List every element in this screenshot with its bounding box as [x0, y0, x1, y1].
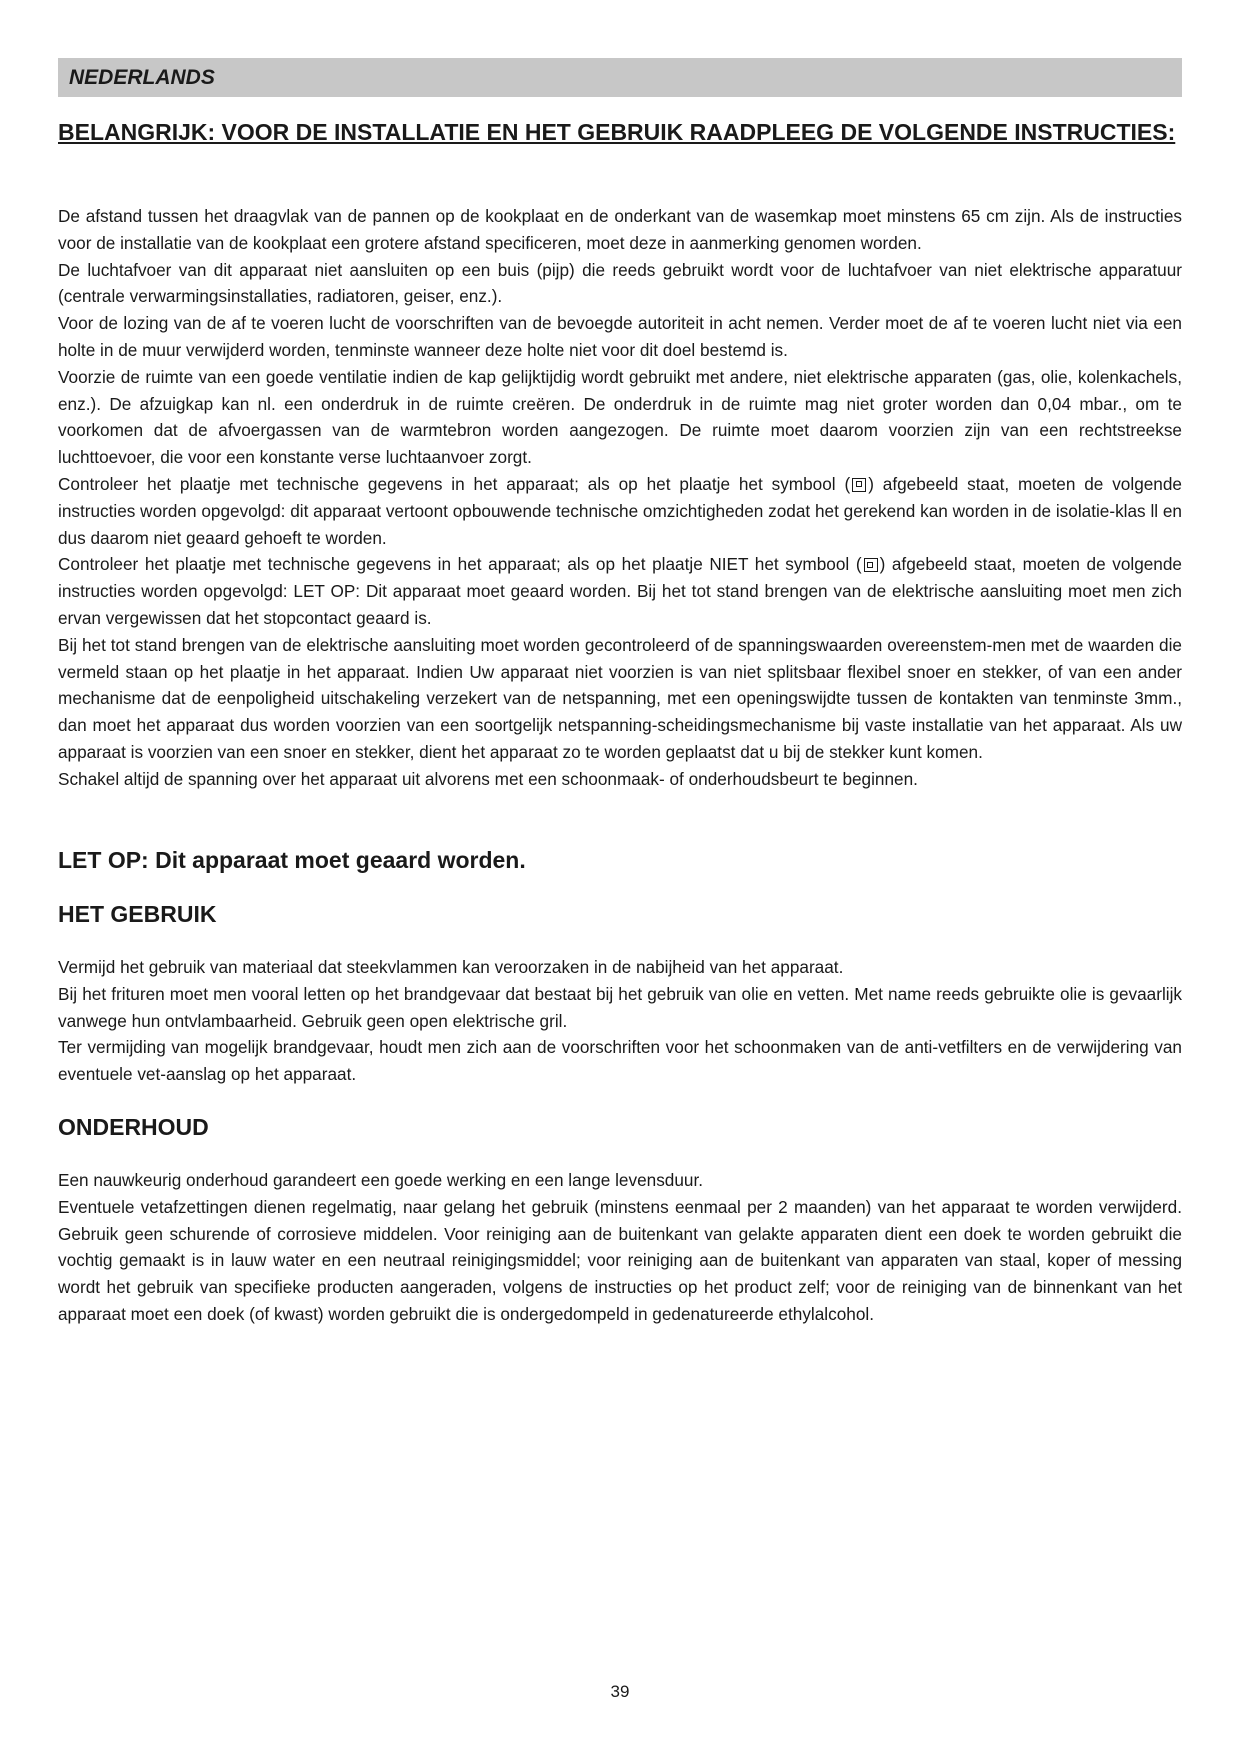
paragraph-text: ) afgebeeld staat, moeten de volgende instructies worden opgevolgd: LET OP: Dit apparaat moet geaard worden. Bij het tot stand brengen van de elektrische aansluiting moet men zich ervan vergewissen dat het stopcontact geaard is. — [58, 554, 1182, 628]
paragraph: Schakel altijd de spanning over het apparaat uit alvorens met een schoonmaak- of onderhoudsbeurt te beginnen. — [58, 768, 918, 789]
page-number: 39 — [610, 1682, 630, 1701]
usage-section — [58, 954, 1182, 1088]
usage-heading: HET GEBRUIK — [58, 901, 217, 927]
paragraph: Voor de lozing van de af te voeren lucht de voorschriften van de bevoegde autoriteit in acht nemen. Verder moet de af te voeren lucht niet via een holte in de muur verwijderd worden, tenminste wanneer deze holte niet voor dit doel bestemd is. — [58, 313, 1182, 360]
double-insulation-icon — [864, 558, 878, 572]
paragraph-text: Controleer het plaatje met technische gegevens in het apparaat; als op het plaatje het symbool ( — [58, 473, 851, 494]
paragraph: Ter vermijding van mogelijk brandgevaar, houdt men zich aan de voorschriften voor het schoonmaken van de anti-vetfilters en de verwijdering van eventuele vet-aanslag op het apparaat. — [58, 1037, 1182, 1085]
installation-section — [58, 203, 1182, 793]
double-insulation-icon — [852, 478, 866, 492]
paragraph: De afstand tussen het draagvlak van de pannen op de kookplaat en de onderkant van de wasemkap moet minstens 65 cm zijn. Als de instructies voor de installatie van de kookplaat een grotere afstand specificeren, moet deze in aanmerking genomen worden. — [58, 206, 1182, 253]
paragraph-text: Controleer het plaatje met technische gegevens in het apparaat; als op het plaatje NIET het symbool ( — [58, 554, 862, 575]
paragraph: Eventuele vetafzettingen dienen regelmatig, naar gelang het gebruik (minstens eenmaal per 2 maanden) van het apparaat te worden verwijderd. Gebruik geen schurende of corrosieve middelen. Voor reiniging aan de buitenkant van gelakte apparaten dient een doek te worden gebruikt die vochtig gemaakt is in lauw water en een neutraal reinigingsmiddel; voor reiniging aan de buitenkant van apparaten van staal, koper of messing wordt het gebruik van specifieke producten aangeraden, volgens de instructies op het product zelf; voor de reiniging van de binnenkant van het apparaat moet een doek (of kwast) worden gebruikt die is ondergedompeld in gedenatureerde ethylalcohol. — [58, 1196, 1182, 1324]
paragraph: Bij het tot stand brengen van de elektrische aansluiting moet worden gecontroleerd of de spanningswaarden overeenstem-men met de waarden die vermeld staan op het plaatje in het apparaat. Indien Uw apparaat niet voorzien is van niet splitsbaar flexibel snoer en stekker, of van een ander mechanisme dat de eenpoligheid uitschakeling verzekert van de netspanning, met een openingswijdte tussen de kontakten van tenminste 3mm., dan moet het apparaat dus worden voorzien van een soortgelijk netspanning-scheidingsmechanisme bij vaste installatie van het apparaat. Als uw apparaat is voorzien van een snoer en stekker, dient het apparaat zo te worden geplaatst dat u bij de stekker kunt komen. — [58, 634, 1182, 762]
page-title: BELANGRIJK: VOOR DE INSTALLATIE EN HET GEBRUIK RAADPLEEG DE VOLGENDE INSTRUCTIES: — [58, 119, 1176, 145]
paragraph: De luchtafvoer van dit apparaat niet aansluiten op een buis (pijp) die reeds gebruikt wordt voor de luchtafvoer van niet elektrische apparatuur (centrale verwarmingsinstallaties, radiatoren, geiser, enz.). — [58, 259, 1182, 307]
paragraph: Voorzie de ruimte van een goede ventilatie indien de kap gelijktijdig wordt gebruikt met andere, niet elektrische apparaten (gas, olie, kolenkachels, enz.). De afzuigkap kan nl. een onderdruk in de ruimte creëren. De onderdruk in de ruimte mag niet groter worden dan 0,04 mbar., om te voorkomen dat de afvoergassen van de warmtebron worden aangezogen. De ruimte moet daarom voorzien zijn van een rechtstreekse luchttoevoer, die voor een konstante verse luchtaanvoer zorgt. — [58, 366, 1182, 468]
paragraph — [58, 471, 1182, 551]
language-header: NEDERLANDS — [58, 58, 1182, 97]
paragraph — [58, 551, 1182, 631]
paragraph: Bij het frituren moet men vooral letten op het brandgevaar dat bestaat bij het gebruik van olie en vetten. Met name reeds gebruikte olie is gevaarlijk vanwege hun ontvlambaarheid. Gebruik geen open elektrische gril. — [58, 983, 1182, 1031]
paragraph: Een nauwkeurig onderhoud garandeert een goede werking en een lange levensduur. — [58, 1170, 704, 1190]
paragraph-text: ) afgebeeld staat, moeten de volgende instructies worden opgevolgd: dit apparaat vertoont opbouwende technische omzichtigheden zodat het gerekend kan worden in de isolatie-klas ll en dus daarom niet geaard gehoeft te worden. — [58, 473, 1182, 548]
paragraph: Vermijd het gebruik van materiaal dat steekvlammen kan veroorzaken in de nabijheid van het apparaat. — [58, 957, 844, 977]
warning-heading: LET OP: Dit apparaat moet geaard worden. — [58, 847, 526, 873]
maintenance-section — [58, 1167, 1182, 1328]
maintenance-heading: ONDERHOUD — [58, 1114, 209, 1140]
